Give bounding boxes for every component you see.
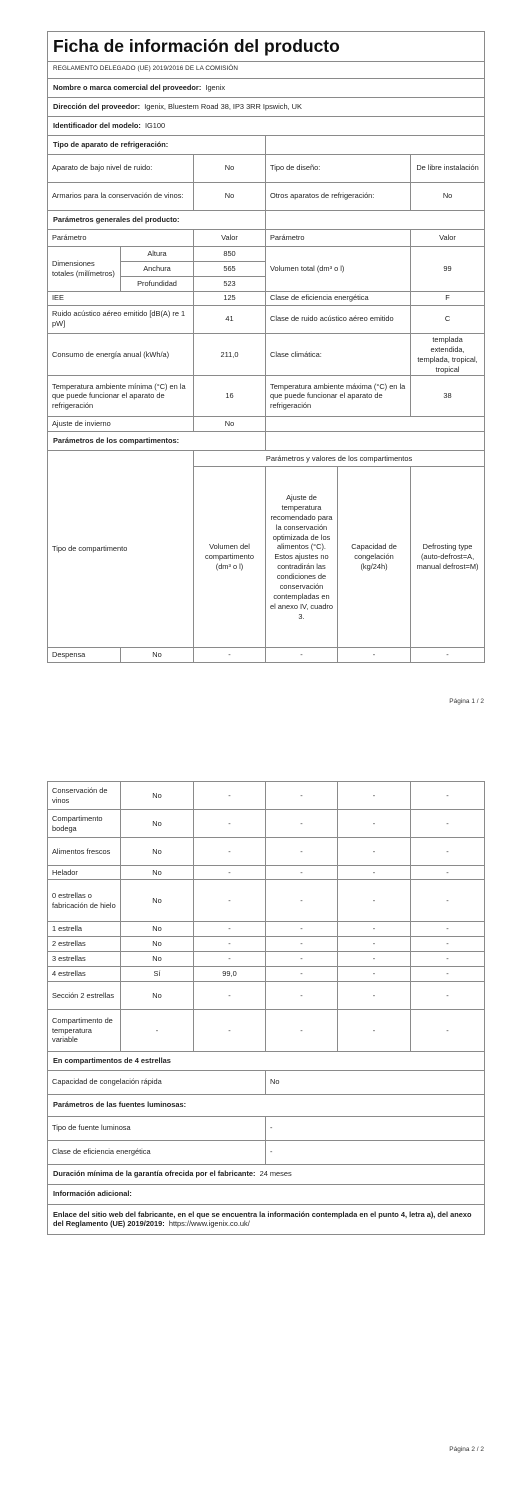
compartment-capacity: - [338, 838, 411, 866]
compartment-defrost: - [411, 967, 485, 982]
compartment-name: Helador [48, 866, 121, 880]
compartment-present: No [121, 952, 194, 967]
compartment-row [48, 866, 485, 880]
compartment-capacity: - [338, 952, 411, 967]
compartment-name: 2 estrellas [48, 937, 121, 952]
warranty-value: 24 meses [259, 1169, 292, 1179]
type-param-3: Armarios para la conservación de vinos: [48, 182, 194, 210]
sheet-title: Ficha de información del producto [48, 32, 485, 62]
compartment-temperature: - [266, 1010, 338, 1052]
compartment-volume: - [194, 866, 266, 880]
general-header-param-2: Parámetro [266, 229, 411, 246]
compartment-capacity: - [338, 922, 411, 937]
winter-setting-label: Ajuste de invierno [48, 417, 194, 432]
compartment-name: 1 estrella [48, 922, 121, 937]
compartment-defrost: - [411, 1010, 485, 1052]
fast-freeze-label: Capacidad de congelación rápida [48, 1070, 266, 1094]
supplier-value: Igenix [205, 82, 226, 92]
compartment-volume: - [194, 982, 266, 1010]
address-row [48, 97, 485, 116]
compartment-present: No [121, 838, 194, 866]
compartment-temperature: - [266, 880, 338, 922]
general-value: templada extendida, templada, tropical, tropical [411, 333, 485, 376]
compartment-defrost: - [411, 952, 485, 967]
compartment-present: Sí [121, 967, 194, 982]
type-value-3: No [194, 182, 266, 210]
winter-setting-value: No [194, 417, 266, 432]
compartment-present: No [121, 982, 194, 1010]
compartment-temperature: - [266, 982, 338, 1010]
compartment-temperature: - [266, 782, 338, 810]
compartment-defrost: - [411, 937, 485, 952]
compartment-row [48, 810, 485, 838]
compartment-row [48, 1010, 485, 1052]
additional-info-heading: Información adicional: [48, 1184, 485, 1204]
general-header-value-1: Valor [194, 229, 266, 246]
compartment-row [48, 982, 485, 1010]
product-information-sheet-page-2 [47, 781, 485, 1235]
general-param: Clase de ruido acústico aéreo emitido [266, 305, 411, 333]
manufacturer-link-row [48, 1204, 485, 1234]
type-value-4: No [411, 182, 485, 210]
light-efficiency-value: - [266, 1140, 485, 1164]
compartment-volume: - [194, 838, 266, 866]
light-source-type-label: Tipo de fuente luminosa [48, 1116, 266, 1140]
compartment-row [48, 838, 485, 866]
compartment-params-heading: Parámetros de los compartimentos: [48, 432, 266, 451]
compartment-temperature: - [266, 967, 338, 982]
general-param: Ruido acústico aéreo emitido [dB(A) re 1 pW] [48, 305, 194, 333]
fast-freeze-value: No [266, 1070, 485, 1094]
compartment-present: No [121, 648, 194, 663]
compartment-volume: - [194, 937, 266, 952]
compartment-defrost: - [411, 866, 485, 880]
page-number-2: Página 2 / 2 [449, 1446, 484, 1453]
general-header-value-2: Valor [411, 229, 485, 246]
compartment-present: No [121, 866, 194, 880]
type-param-4: Otros aparatos de refrigeración: [266, 182, 411, 210]
compartment-defrost: - [411, 922, 485, 937]
supplier-row [48, 78, 485, 97]
compartment-rows [48, 782, 485, 1052]
product-information-sheet-page-1 [47, 31, 485, 663]
compartment-temperature: - [266, 952, 338, 967]
page-number-1: Página 1 / 2 [449, 698, 484, 705]
manufacturer-link-label: Enlace del sitio web del fabricante, en el que se encuentra la información contemplada en el punto 4, letra a), del anexo del Reglamento (UE) 2019/2019: [53, 1209, 472, 1229]
general-param: Consumo de energía anual (kWh/a) [48, 333, 194, 376]
compartment-present: No [121, 922, 194, 937]
general-header-param-1: Parámetro [48, 229, 194, 246]
compartment-defrost: - [411, 838, 485, 866]
compartment-temperature: - [266, 838, 338, 866]
compartment-temperature: - [266, 866, 338, 880]
model-row [48, 116, 485, 135]
compartment-capacity: - [338, 880, 411, 922]
compartment-defrost-header: Defrosting type (auto-defrost=A, manual defrost=M) [411, 467, 485, 648]
general-value: F [411, 291, 485, 305]
general-param: Temperatura ambiente máxima (°C) en la que puede funcionar el aparato de refrigeración [266, 376, 411, 417]
dimension-name: Altura [121, 246, 194, 261]
dimension-name: Profundidad [121, 276, 194, 291]
compartment-temperature: - [266, 810, 338, 838]
compartment-row [48, 922, 485, 937]
general-param: Clase climática: [266, 333, 411, 376]
compartment-defrost: - [411, 782, 485, 810]
compartment-name: Despensa [48, 648, 121, 663]
compartment-temperature: - [266, 648, 338, 663]
manufacturer-link-url[interactable]: https://www.igenix.co.uk/ [168, 1219, 250, 1229]
four-star-heading: En compartimentos de 4 estrellas [48, 1052, 485, 1071]
address-label: Dirección del proveedor: [53, 101, 141, 111]
total-volume-label: Volumen total (dm³ o l) [266, 246, 411, 291]
compartment-name: 4 estrellas [48, 967, 121, 982]
dimensions-label: Dimensiones totales (milímetros) [48, 246, 121, 291]
general-value: 41 [194, 305, 266, 333]
compartment-present: - [121, 1010, 194, 1052]
regulation-reference: REGLAMENTO DELEGADO (UE) 2019/2016 DE LA COMISIÓN [48, 61, 485, 78]
type-param-1: Aparato de bajo nivel de ruido: [48, 154, 194, 182]
type-param-2: Tipo de diseño: [266, 154, 411, 182]
compartment-temperature-header: Ajuste de temperatura recomendado para la conservación optimizada de los alimentos (°C). Estos ajustes no contradirán las condiciones de conservación contempladas en el anexo IV, cuadro 3. [266, 467, 338, 648]
compartment-volume: - [194, 1010, 266, 1052]
compartment-capacity: - [338, 982, 411, 1010]
general-param: Temperatura ambiente mínima (°C) en la que puede funcionar el aparato de refrigeración [48, 376, 194, 417]
dimension-value: 850 [194, 246, 266, 261]
light-source-type-value: - [266, 1116, 485, 1140]
compartment-name: Alimentos frescos [48, 838, 121, 866]
compartment-group-header: Parámetros y valores de los compartimentos [194, 451, 485, 467]
compartment-present: No [121, 782, 194, 810]
total-volume-value: 99 [411, 246, 485, 291]
warranty-label: Duración mínima de la garantía ofrecida por el fabricante: [53, 1169, 256, 1179]
compartment-volume: - [194, 952, 266, 967]
compartment-defrost: - [411, 982, 485, 1010]
compartment-name: 3 estrellas [48, 952, 121, 967]
warranty-row [48, 1164, 485, 1184]
compartment-capacity: - [338, 1010, 411, 1052]
compartment-capacity: - [338, 866, 411, 880]
appliance-type-heading: Tipo de aparato de refrigeración: [48, 135, 266, 154]
general-param: IEE [48, 291, 194, 305]
compartment-capacity: - [338, 648, 411, 663]
compartment-name: Compartimento bodega [48, 810, 121, 838]
general-value: 211,0 [194, 333, 266, 376]
compartment-name: Conservación de vinos [48, 782, 121, 810]
model-label: Identificador del modelo: [53, 120, 141, 130]
compartment-name: Compartimento de temperatura variable [48, 1010, 121, 1052]
compartment-temperature: - [266, 922, 338, 937]
compartment-defrost: - [411, 810, 485, 838]
general-param: Clase de eficiencia energética [266, 291, 411, 305]
compartment-type-header: Tipo de compartimento [48, 451, 194, 648]
compartment-volume: - [194, 880, 266, 922]
general-params-heading: Parámetros generales del producto: [48, 210, 266, 229]
dimension-value: 523 [194, 276, 266, 291]
compartment-volume: - [194, 648, 266, 663]
compartment-row [48, 952, 485, 967]
general-value: 38 [411, 376, 485, 417]
compartment-volume: - [194, 810, 266, 838]
compartment-present: No [121, 810, 194, 838]
type-value-2: De libre instalación [411, 154, 485, 182]
compartment-name: 0 estrellas o fabricación de hielo [48, 880, 121, 922]
compartment-capacity: - [338, 937, 411, 952]
compartment-name: Sección 2 estrellas [48, 982, 121, 1010]
compartment-volume: - [194, 922, 266, 937]
compartment-capacity: - [338, 782, 411, 810]
compartment-capacity: - [338, 810, 411, 838]
compartment-row [48, 937, 485, 952]
dimension-value: 565 [194, 261, 266, 276]
address-value: Igenix, Bluestem Road 38, IP3 3RR Ipswich, UK [144, 101, 302, 111]
general-value: 125 [194, 291, 266, 305]
light-efficiency-label: Clase de eficiencia energética [48, 1140, 266, 1164]
compartment-row [48, 967, 485, 982]
compartment-present: No [121, 880, 194, 922]
general-value: C [411, 305, 485, 333]
compartment-row [48, 782, 485, 810]
compartment-capacity: - [338, 967, 411, 982]
compartment-present: No [121, 937, 194, 952]
compartment-capacity-header: Capacidad de congelación (kg/24h) [338, 467, 411, 648]
compartment-volume-header: Volumen del compartimento (dm³ o l) [194, 467, 266, 648]
compartment-defrost: - [411, 880, 485, 922]
compartment-volume: - [194, 782, 266, 810]
dimension-name: Anchura [121, 261, 194, 276]
light-source-heading: Parámetros de las fuentes luminosas: [48, 1094, 485, 1116]
general-value: 16 [194, 376, 266, 417]
compartment-defrost: - [411, 648, 485, 663]
model-value: IG100 [144, 120, 166, 130]
compartment-row [48, 880, 485, 922]
type-value-1: No [194, 154, 266, 182]
supplier-label: Nombre o marca comercial del proveedor: [53, 82, 202, 92]
compartment-volume: 99,0 [194, 967, 266, 982]
compartment-temperature: - [266, 937, 338, 952]
